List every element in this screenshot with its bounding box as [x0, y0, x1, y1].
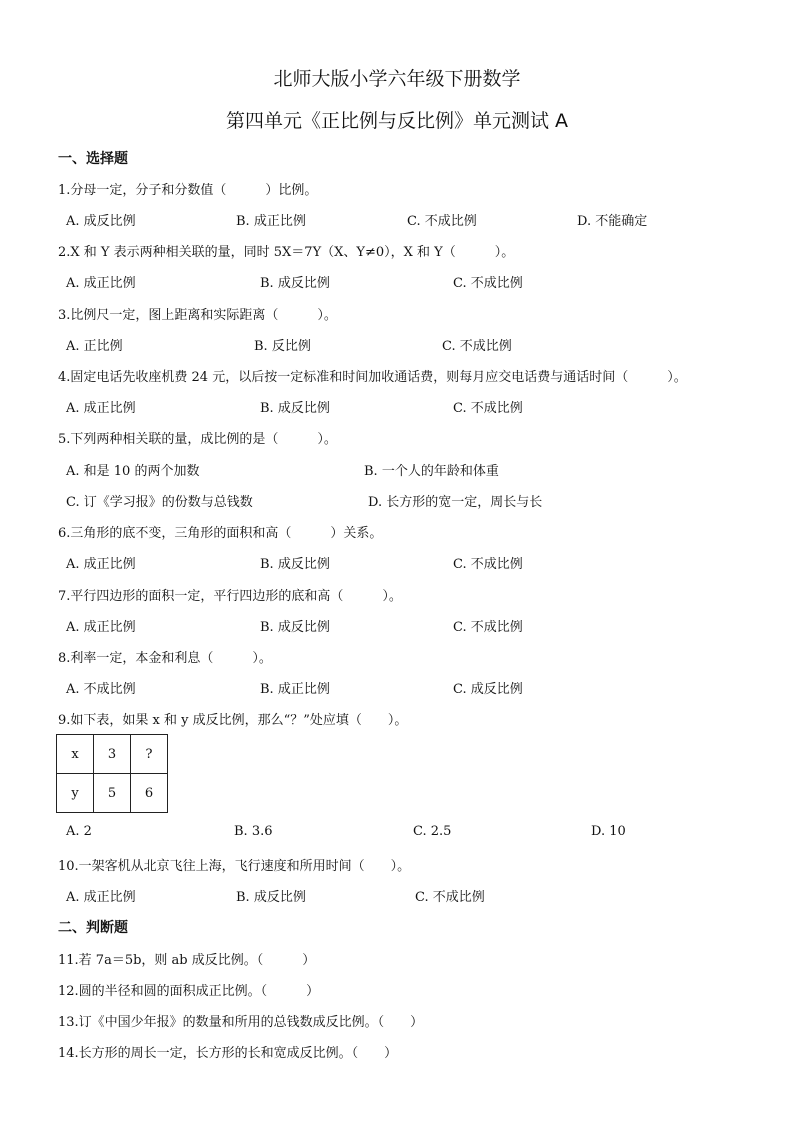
section-choice-heading: 一、选择题: [58, 151, 128, 167]
q2-option-c[interactable]: C. 不成比例: [453, 276, 523, 291]
question-7: 7.平行四边形的面积一定，平行四边形的底和高（ ）。: [58, 589, 402, 604]
section-judge-heading: 二、判断题: [58, 920, 128, 936]
q8-option-c[interactable]: C. 成反比例: [453, 682, 523, 697]
table-cell: 5: [94, 774, 131, 813]
q1-option-c[interactable]: C. 不成比例: [407, 214, 477, 229]
question-14: 14.长方形的周长一定，长方形的长和宽成反比例。（ ）: [58, 1046, 398, 1061]
q9-option-c[interactable]: C. 2.5: [413, 824, 452, 839]
page-subtitle: 第四单元《正比例与反比例》单元测试 A: [225, 110, 569, 132]
q2-option-a[interactable]: A. 成正比例: [66, 276, 136, 291]
q5-option-a[interactable]: A. 和是 10 的两个加数: [66, 464, 200, 479]
q10-option-c[interactable]: C. 不成比例: [415, 890, 485, 905]
q10-option-b[interactable]: B. 成反比例: [236, 890, 306, 905]
q10-option-a[interactable]: A. 成正比例: [66, 890, 136, 905]
q9-option-a[interactable]: A. 2: [66, 824, 92, 839]
q9-option-d[interactable]: D. 10: [591, 824, 626, 839]
question-10: 10.一架客机从北京飞往上海，飞行速度和所用时间（ ）。: [58, 859, 411, 874]
q7-option-c[interactable]: C. 不成比例: [453, 620, 523, 635]
table-cell: y: [57, 774, 94, 813]
question-11: 11.若 7a＝5b，则 ab 成反比例。（ ）: [58, 953, 316, 968]
question-6: 6.三角形的底不变，三角形的面积和高（ ）关系。: [58, 526, 383, 541]
table-cell: 3: [94, 735, 131, 774]
q1-option-d[interactable]: D. 不能确定: [577, 214, 648, 229]
q1-option-b[interactable]: B. 成正比例: [236, 214, 306, 229]
q9-option-b[interactable]: B. 3.6: [234, 824, 273, 839]
q8-option-b[interactable]: B. 成正比例: [260, 682, 330, 697]
question-9: 9.如下表，如果 x 和 y 成反比例，那么“？”处应填（ ）。: [58, 713, 408, 728]
table-cell: 6: [131, 774, 168, 813]
q1-option-a[interactable]: A. 成反比例: [66, 214, 136, 229]
question-13: 13.订《中国少年报》的数量和所用的总钱数成反比例。（ ）: [58, 1015, 424, 1030]
q4-option-c[interactable]: C. 不成比例: [453, 401, 523, 416]
page-title: 北师大版小学六年级下册数学: [273, 68, 521, 90]
q7-option-b[interactable]: B. 成反比例: [260, 620, 330, 635]
q3-option-c[interactable]: C. 不成比例: [442, 339, 512, 354]
table-row: [57, 774, 168, 813]
q6-option-b[interactable]: B. 成反比例: [260, 557, 330, 572]
table-cell: x: [57, 735, 94, 774]
table-cell: ?: [131, 735, 168, 774]
q2-option-b[interactable]: B. 成反比例: [260, 276, 330, 291]
q5-option-c[interactable]: C. 订《学习报》的份数与总钱数: [66, 495, 253, 510]
xy-table: [56, 734, 168, 813]
question-4: 4.固定电话先收座机费 24 元，以后按一定标准和时间加收通话费，则每月应交电话费与通话时间（ ）。: [58, 370, 687, 385]
question-5: 5.下列两种相关联的量，成比例的是（ ）。: [58, 432, 337, 447]
q3-option-b[interactable]: B. 反比例: [254, 339, 311, 354]
question-2: 2.X 和 Y 表示两种相关联的量，同时 5X＝7Y（X、Y≠0），X 和 Y（ ）。: [58, 245, 515, 260]
question-1: 1.分母一定，分子和分数值（ ）比例。: [58, 183, 318, 198]
q7-option-a[interactable]: A. 成正比例: [66, 620, 136, 635]
q8-option-a[interactable]: A. 不成比例: [66, 682, 136, 697]
q4-option-a[interactable]: A. 成正比例: [66, 401, 136, 416]
q3-option-a[interactable]: A. 正比例: [66, 339, 123, 354]
table-row: [57, 735, 168, 774]
q4-option-b[interactable]: B. 成反比例: [260, 401, 330, 416]
q5-option-d[interactable]: D. 长方形的宽一定，周长与长: [368, 495, 543, 510]
question-12: 12.圆的半径和圆的面积成正比例。（ ）: [58, 984, 320, 999]
q5-option-b[interactable]: B. 一个人的年龄和体重: [364, 464, 499, 479]
q6-option-c[interactable]: C. 不成比例: [453, 557, 523, 572]
question-8: 8.利率一定，本金和利息（ ）。: [58, 651, 272, 666]
question-3: 3.比例尺一定，图上距离和实际距离（ ）。: [58, 308, 337, 323]
q6-option-a[interactable]: A. 成正比例: [66, 557, 136, 572]
